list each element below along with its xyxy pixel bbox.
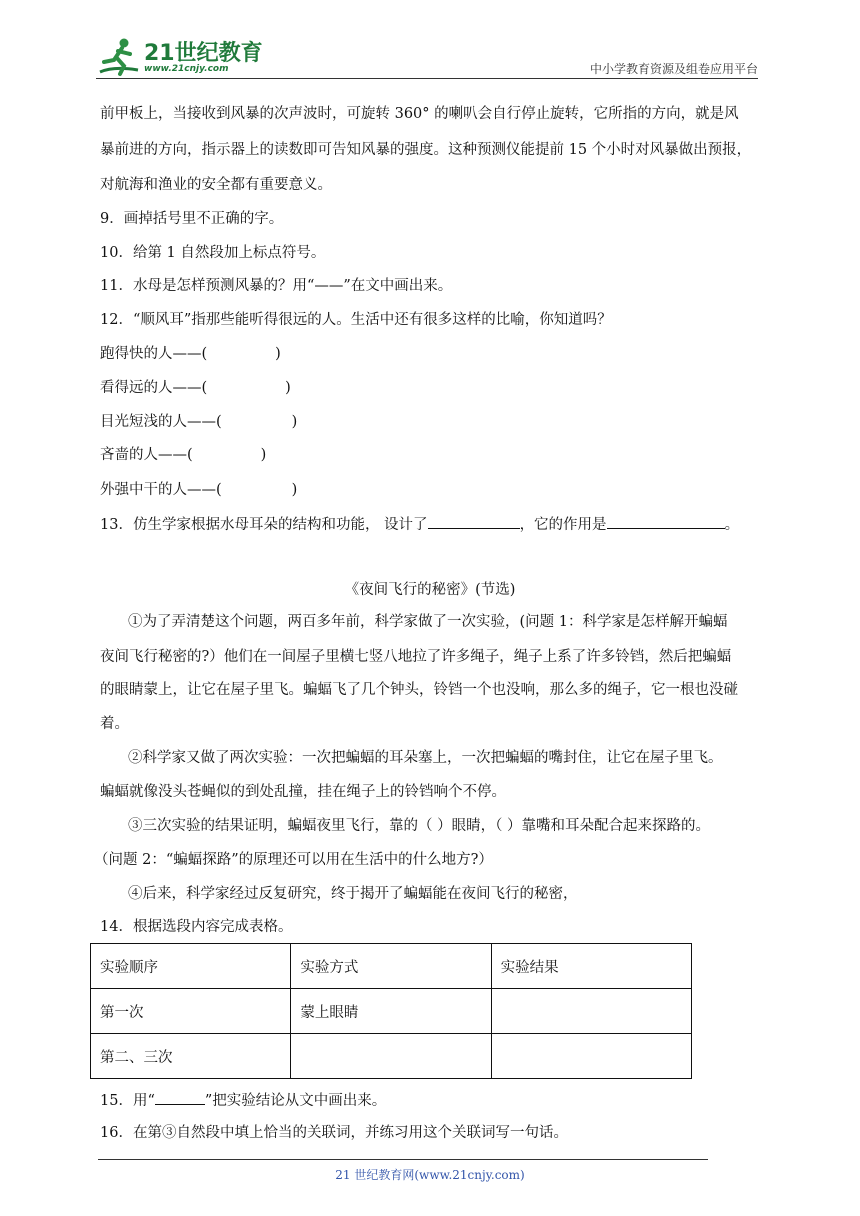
footer-text[interactable]: 21 世纪教育网(www.21cnjy.com) <box>335 1168 525 1182</box>
q15-text: ”把实验结论从文中画出来。 <box>204 1093 387 1109</box>
table-cell[interactable] <box>291 1034 491 1079</box>
question-15 <box>100 1089 386 1111</box>
passage-line: 着。 <box>100 716 129 732</box>
experiment-table <box>90 943 692 1079</box>
logo-url: www.21cnjy.com <box>144 64 229 74</box>
table-cell: 蒙上眼睛 <box>291 989 491 1034</box>
passage-line: ④后来，科学家经过反复研究，终于揭开了蝙蝠能在夜间飞行的秘密， <box>128 886 578 902</box>
answer-blank <box>155 1089 205 1105</box>
metaphor-close: ) <box>275 346 281 362</box>
question-13 <box>100 513 739 535</box>
answer-blank[interactable] <box>428 513 520 529</box>
metaphor-label: 吝啬的人——( <box>100 447 193 463</box>
answer-blank[interactable] <box>607 513 725 529</box>
question-9: 9．画掉括号里不正确的字。 <box>100 211 284 227</box>
metaphor-close: ) <box>260 447 267 463</box>
metaphor-item <box>100 378 291 398</box>
metaphor-label: 目光短浅的人——( <box>100 414 222 430</box>
metaphor-item <box>100 344 281 364</box>
q13-text: 13．仿生学家根据水母耳朵的结构和功能， 设计了 <box>100 517 428 533</box>
passage-title: 《夜间飞行的秘密》(节选) <box>344 582 516 598</box>
table-row <box>91 989 692 1034</box>
metaphor-item <box>100 445 266 465</box>
passage-line: 夜间飞行秘密的?）他们在一间屋子里横七竖八地拉了许多绳子，绳子上系了许多铃铛，然后把蝙蝠 <box>100 649 732 665</box>
table-cell[interactable] <box>491 1034 691 1079</box>
passage-line: 的眼睛蒙上，让它在屋子里飞。蝙蝠飞了几个钟头，铃铛一个也没响，那么多的绳子，它一根也没碰 <box>100 682 738 698</box>
metaphor-item <box>100 480 297 500</box>
metaphor-close: ) <box>291 482 298 498</box>
metaphor-label: 外强中干的人——( <box>100 482 222 498</box>
table-header-cell: 实验方式 <box>291 944 491 989</box>
q15-text: 15．用“ <box>100 1093 155 1109</box>
table-cell: 第二、三次 <box>91 1034 291 1079</box>
table-cell: 第一次 <box>91 989 291 1034</box>
question-14: 14．根据选段内容完成表格。 <box>100 919 293 935</box>
logo <box>96 36 266 80</box>
runner-logo-icon <box>96 36 142 80</box>
metaphor-close: ) <box>291 414 298 430</box>
metaphor-close: ) <box>285 380 291 396</box>
table-header-cell: 实验顺序 <box>91 944 291 989</box>
passage-line: （问题 2：“蝙蝠探路”的原理还可以用在生活中的什么地方?） <box>94 852 493 868</box>
passage-line: 对航海和渔业的安全都有重要意义。 <box>100 177 332 193</box>
table-header-row <box>91 944 692 989</box>
question-12: 12．“顺风耳”指那些能听得很远的人。生活中还有很多这样的比喻，你知道吗？ <box>100 312 612 328</box>
q13-text: ，它的作用是 <box>519 517 607 533</box>
question-11: 11．水母是怎样预测风暴的？用“——”在文中画出来。 <box>100 278 453 294</box>
table-row <box>91 1034 692 1079</box>
metaphor-label: 看得远的人——( <box>100 380 208 396</box>
passage-line: 前甲板上，当接收到风暴的次声波时，可旋转 360° 的喇叭会自行停止旋转，它所指的方向，就是风 <box>100 106 739 122</box>
q13-text: 。 <box>724 517 740 533</box>
passage-line: ②科学家又做了两次实验：一次把蝙蝠的耳朵塞上，一次把蝙蝠的嘴封住，让它在屋子里飞。 <box>128 750 723 766</box>
table-cell[interactable] <box>491 989 691 1034</box>
passage-line: 蝙蝠就像没头苍蝇似的到处乱撞，挂在绳子上的铃铛响个不停。 <box>100 784 506 800</box>
header-divider <box>96 78 758 79</box>
platform-name: 中小学教育资源及组卷应用平台 <box>589 62 758 76</box>
metaphor-item <box>100 412 297 432</box>
footer-divider <box>98 1159 708 1160</box>
passage-line: ③三次实验的结果证明，蝙蝠夜里飞行，靠的（ ）眼睛，（ ）靠嘴和耳朵配合起来探路的。 <box>128 818 710 834</box>
passage-line: ①为了弄清楚这个问题，两百多年前，科学家做了一次实验，(问题 1：科学家是怎样解开蝙蝠 <box>128 614 728 630</box>
passage-line: 暴前进的方向，指示器上的读数即可告知风暴的强度。这种预测仪能提前 15 个小时对风暴做出预报， <box>100 142 752 158</box>
metaphor-label: 跑得快的人——( <box>100 346 208 362</box>
question-16: 16．在第③自然段中填上恰当的关联词，并练习用这个关联词写一句话。 <box>100 1125 568 1141</box>
page-header <box>96 30 758 80</box>
table-header-cell: 实验结果 <box>491 944 691 989</box>
logo-text: 21世纪教育 <box>144 41 263 66</box>
question-10: 10．给第 1 自然段加上标点符号。 <box>100 245 326 261</box>
